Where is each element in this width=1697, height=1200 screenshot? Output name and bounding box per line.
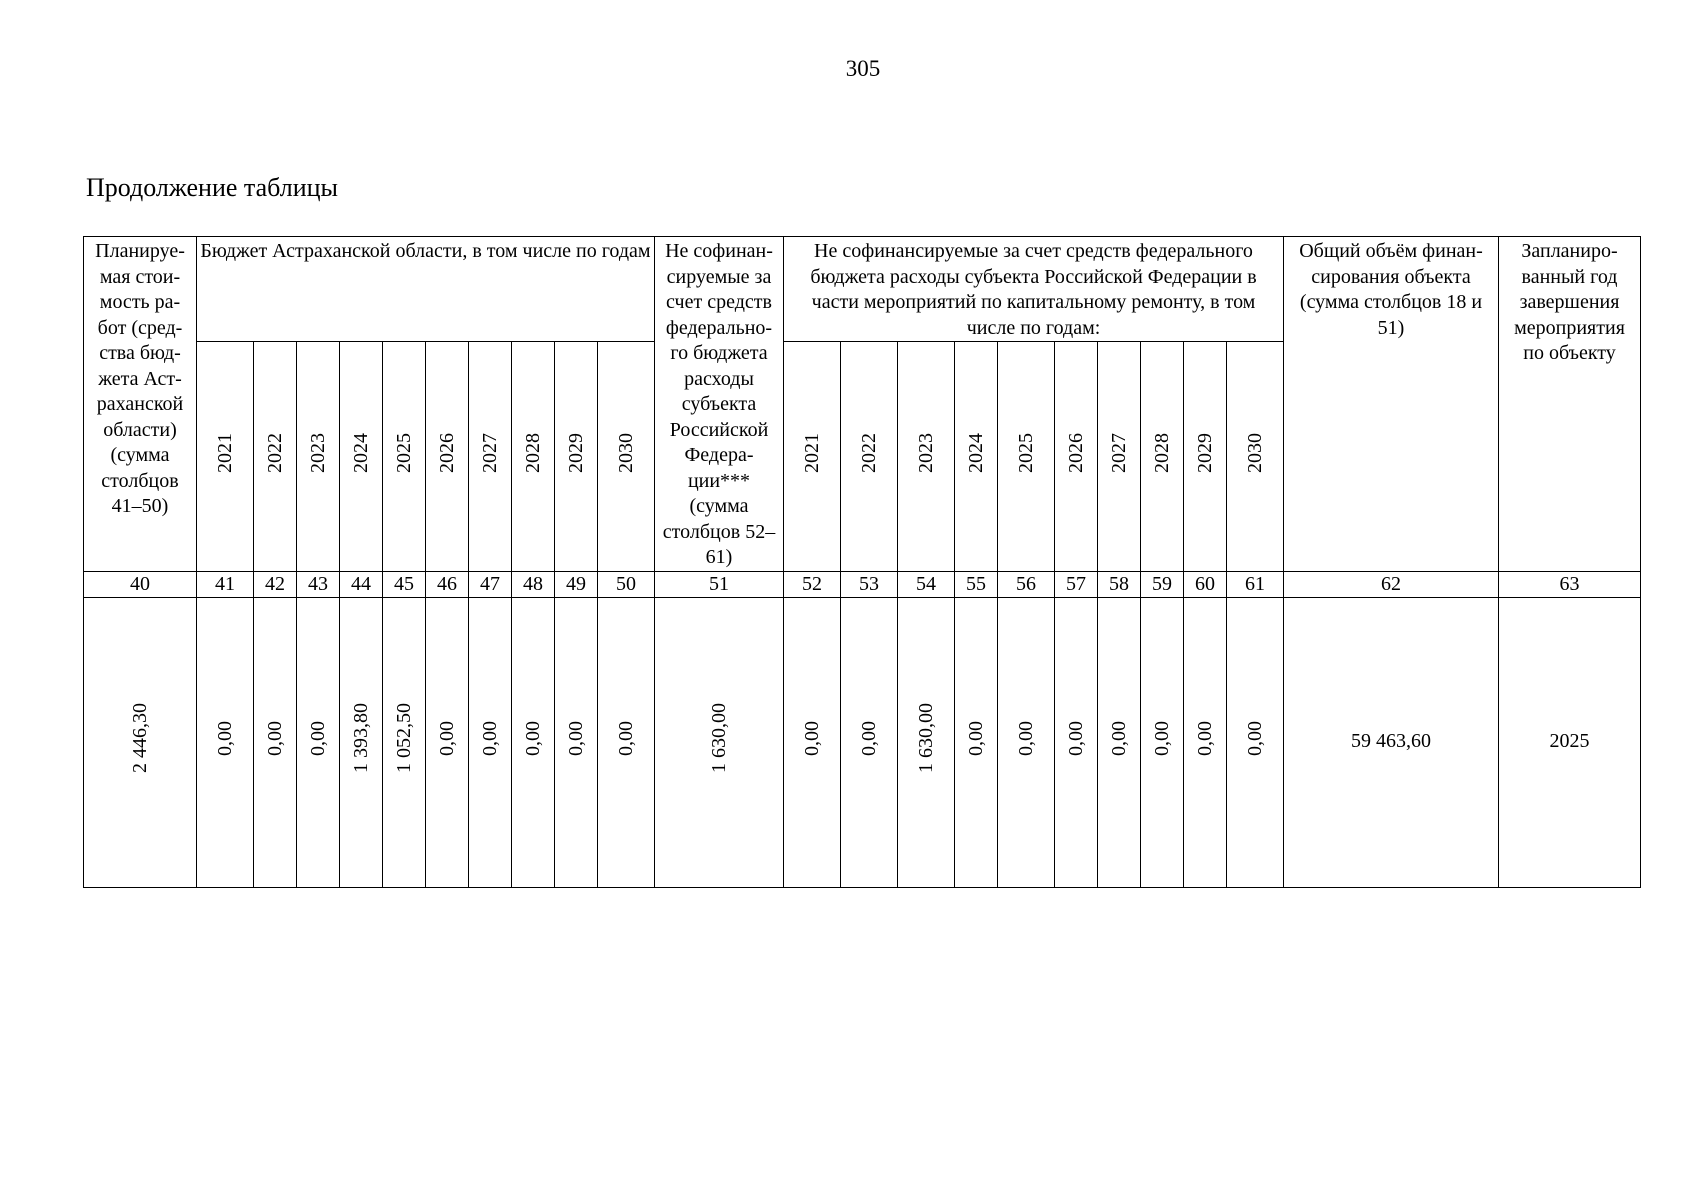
column-number: 59: [1141, 571, 1184, 597]
column-number: 54: [898, 571, 955, 597]
column-number: 55: [955, 571, 998, 597]
column-number: 60: [1184, 571, 1227, 597]
cell-regional: 0,00: [297, 597, 340, 887]
cell-total-volume: 59 463,60: [1284, 597, 1499, 887]
header-not-cofinanced-year: 2023: [898, 342, 955, 571]
header-regional-year: 2030: [598, 342, 655, 571]
header-regional-year: 2024: [340, 342, 383, 571]
financing-table: [83, 236, 1641, 888]
cell-not-cofinanced: 0,00: [1184, 597, 1227, 887]
cell-not-cofinanced: 0,00: [1227, 597, 1284, 887]
header-regional-budget: Бюджет Астраханской области, в том числе по годам: [197, 237, 655, 342]
header-not-cofinanced-year: 2022: [841, 342, 898, 571]
column-number: 63: [1499, 571, 1641, 597]
column-number: 56: [998, 571, 1055, 597]
header-regional-year: 2025: [383, 342, 426, 571]
column-number: 58: [1098, 571, 1141, 597]
header-regional-year: 2022: [254, 342, 297, 571]
header-not-cofinanced-year: 2024: [955, 342, 998, 571]
column-number: 42: [254, 571, 297, 597]
cell-regional: 1 052,50: [383, 597, 426, 887]
header-regional-year: 2021: [197, 342, 254, 571]
cell-regional: 0,00: [512, 597, 555, 887]
cell-regional: 0,00: [598, 597, 655, 887]
cell-regional: 1 393,80: [340, 597, 383, 887]
column-number: 61: [1227, 571, 1284, 597]
header-not-cofinanced-year: 2028: [1141, 342, 1184, 571]
cell-not-cofinanced: 0,00: [955, 597, 998, 887]
cell-not-cofinanced: 0,00: [784, 597, 841, 887]
column-number: 41: [197, 571, 254, 597]
page-number: 305: [845, 56, 881, 81]
header-regional-year: 2027: [469, 342, 512, 571]
column-number: 48: [512, 571, 555, 597]
header-regional-year: 2026: [426, 342, 469, 571]
cell-not-cofinanced: 0,00: [998, 597, 1055, 887]
header-regional-year: 2023: [297, 342, 340, 571]
header-not-cofinanced-year: 2021: [784, 342, 841, 571]
cell-not-cofinanced: 0,00: [841, 597, 898, 887]
table-caption: Продолжение таблицы: [86, 173, 338, 202]
header-not-cofinanced-year: 2027: [1098, 342, 1141, 571]
cell-regional: 0,00: [469, 597, 512, 887]
table-row: [84, 597, 1641, 887]
column-number: 43: [297, 571, 340, 597]
column-number: 40: [84, 571, 197, 597]
header-not-cofinanced-total: Не софинан-сируемые за счет средств федерально-го бюджета расходы субъекта Российской Федера-ции*** (сумма столбцов 52–61): [655, 237, 784, 572]
cell-regional: 0,00: [426, 597, 469, 887]
column-number: 49: [555, 571, 598, 597]
column-number: 46: [426, 571, 469, 597]
column-number: 57: [1055, 571, 1098, 597]
header-not-cofinanced-year: 2030: [1227, 342, 1284, 571]
cell-regional: 0,00: [254, 597, 297, 887]
column-number: 62: [1284, 571, 1499, 597]
cell-planned-year: 2025: [1499, 597, 1641, 887]
header-planned-cost: Планируе-мая стои-мость ра-бот (сред-ства бюд-жета Аст-раханской области) (сумма столбцов 41–50): [84, 237, 197, 572]
header-total-volume: Общий объём финан-сирования объекта (сумма столбцов 18 и 51): [1284, 237, 1499, 572]
header-not-cofinanced-year: 2029: [1184, 342, 1227, 571]
header-regional-year: 2029: [555, 342, 598, 571]
cell-regional: 0,00: [197, 597, 254, 887]
cell-planned-cost: 2 446,30: [84, 597, 197, 887]
cell-regional: 0,00: [555, 597, 598, 887]
column-number: 53: [841, 571, 898, 597]
header-not-cofinanced-by-years: Не софинансируемые за счет средств федерального бюджета расходы субъекта Российской Федерации в части мероприятий по капитальному ремонту, в том числе по годам:: [784, 237, 1284, 342]
header-not-cofinanced-year: 2026: [1055, 342, 1098, 571]
cell-not-cofinanced: 1 630,00: [898, 597, 955, 887]
header-regional-year: 2028: [512, 342, 555, 571]
column-number: 47: [469, 571, 512, 597]
column-number: 44: [340, 571, 383, 597]
cell-not-cofinanced: 0,00: [1141, 597, 1184, 887]
header-planned-year: Запланиро-ванный год завершения мероприятия по объекту: [1499, 237, 1641, 572]
cell-not-cofinanced: 0,00: [1055, 597, 1098, 887]
cell-not-cofinanced: 0,00: [1098, 597, 1141, 887]
column-number: 45: [383, 571, 426, 597]
header-not-cofinanced-year: 2025: [998, 342, 1055, 571]
column-number: 50: [598, 571, 655, 597]
column-number: 51: [655, 571, 784, 597]
column-number: 52: [784, 571, 841, 597]
cell-not-cofinanced-total: 1 630,00: [655, 597, 784, 887]
